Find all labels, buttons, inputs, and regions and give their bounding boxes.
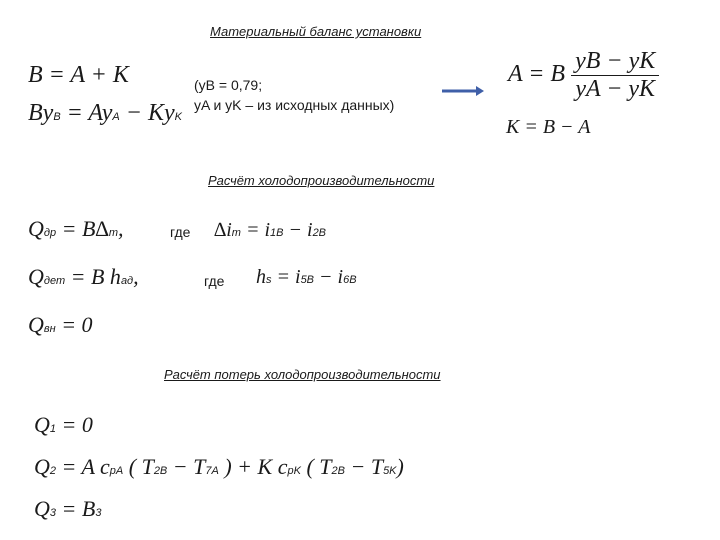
equation-delta-i: ∆iт = i1B − i2B xyxy=(214,219,327,241)
equation-q2: Q2 = A cpA ( T2B − T7A ) + K cpK ( T2B − T5K) xyxy=(34,454,404,479)
label-gde-1: где xyxy=(170,224,191,240)
equation-q3: Q3 = B3 xyxy=(34,496,102,521)
heading-cooling-capacity: Расчёт холодопроизводительности xyxy=(208,173,435,188)
heading-losses: Расчёт потерь холодопроизводительности xyxy=(164,367,441,382)
result-denominator: yA − yK xyxy=(575,76,656,102)
equation-q-dr: Qдр = B∆т, xyxy=(28,216,124,241)
equation-q-vn: Qвн = 0 xyxy=(28,312,93,337)
equation-hs: hs = i5B − i6B xyxy=(256,266,357,288)
equation-result-a: A = B $\frac{yB - yK}{yA - yK}$ xyxy=(508,48,659,103)
equation-q-det: Qдет = B hад, xyxy=(28,264,139,289)
balance-note-line1: (yB = 0,79; xyxy=(194,77,263,93)
right-arrow-icon xyxy=(440,84,486,98)
equation-result-k: K = B − A xyxy=(506,116,591,138)
balance-note-line2: yA и yK – из исходных данных) xyxy=(194,97,395,113)
result-numerator: yB − yK xyxy=(571,48,659,76)
balance-note xyxy=(194,75,394,115)
equation-balance-total: B = A + K xyxy=(28,62,129,88)
equation-balance-component: ByB = AyA − KyK xyxy=(28,100,182,126)
heading-material-balance: Материальный баланс установки xyxy=(210,24,422,39)
equation-q1: Q1 = 0 xyxy=(34,412,93,437)
result-fraction xyxy=(571,48,659,103)
label-gde-2: где xyxy=(204,273,225,289)
